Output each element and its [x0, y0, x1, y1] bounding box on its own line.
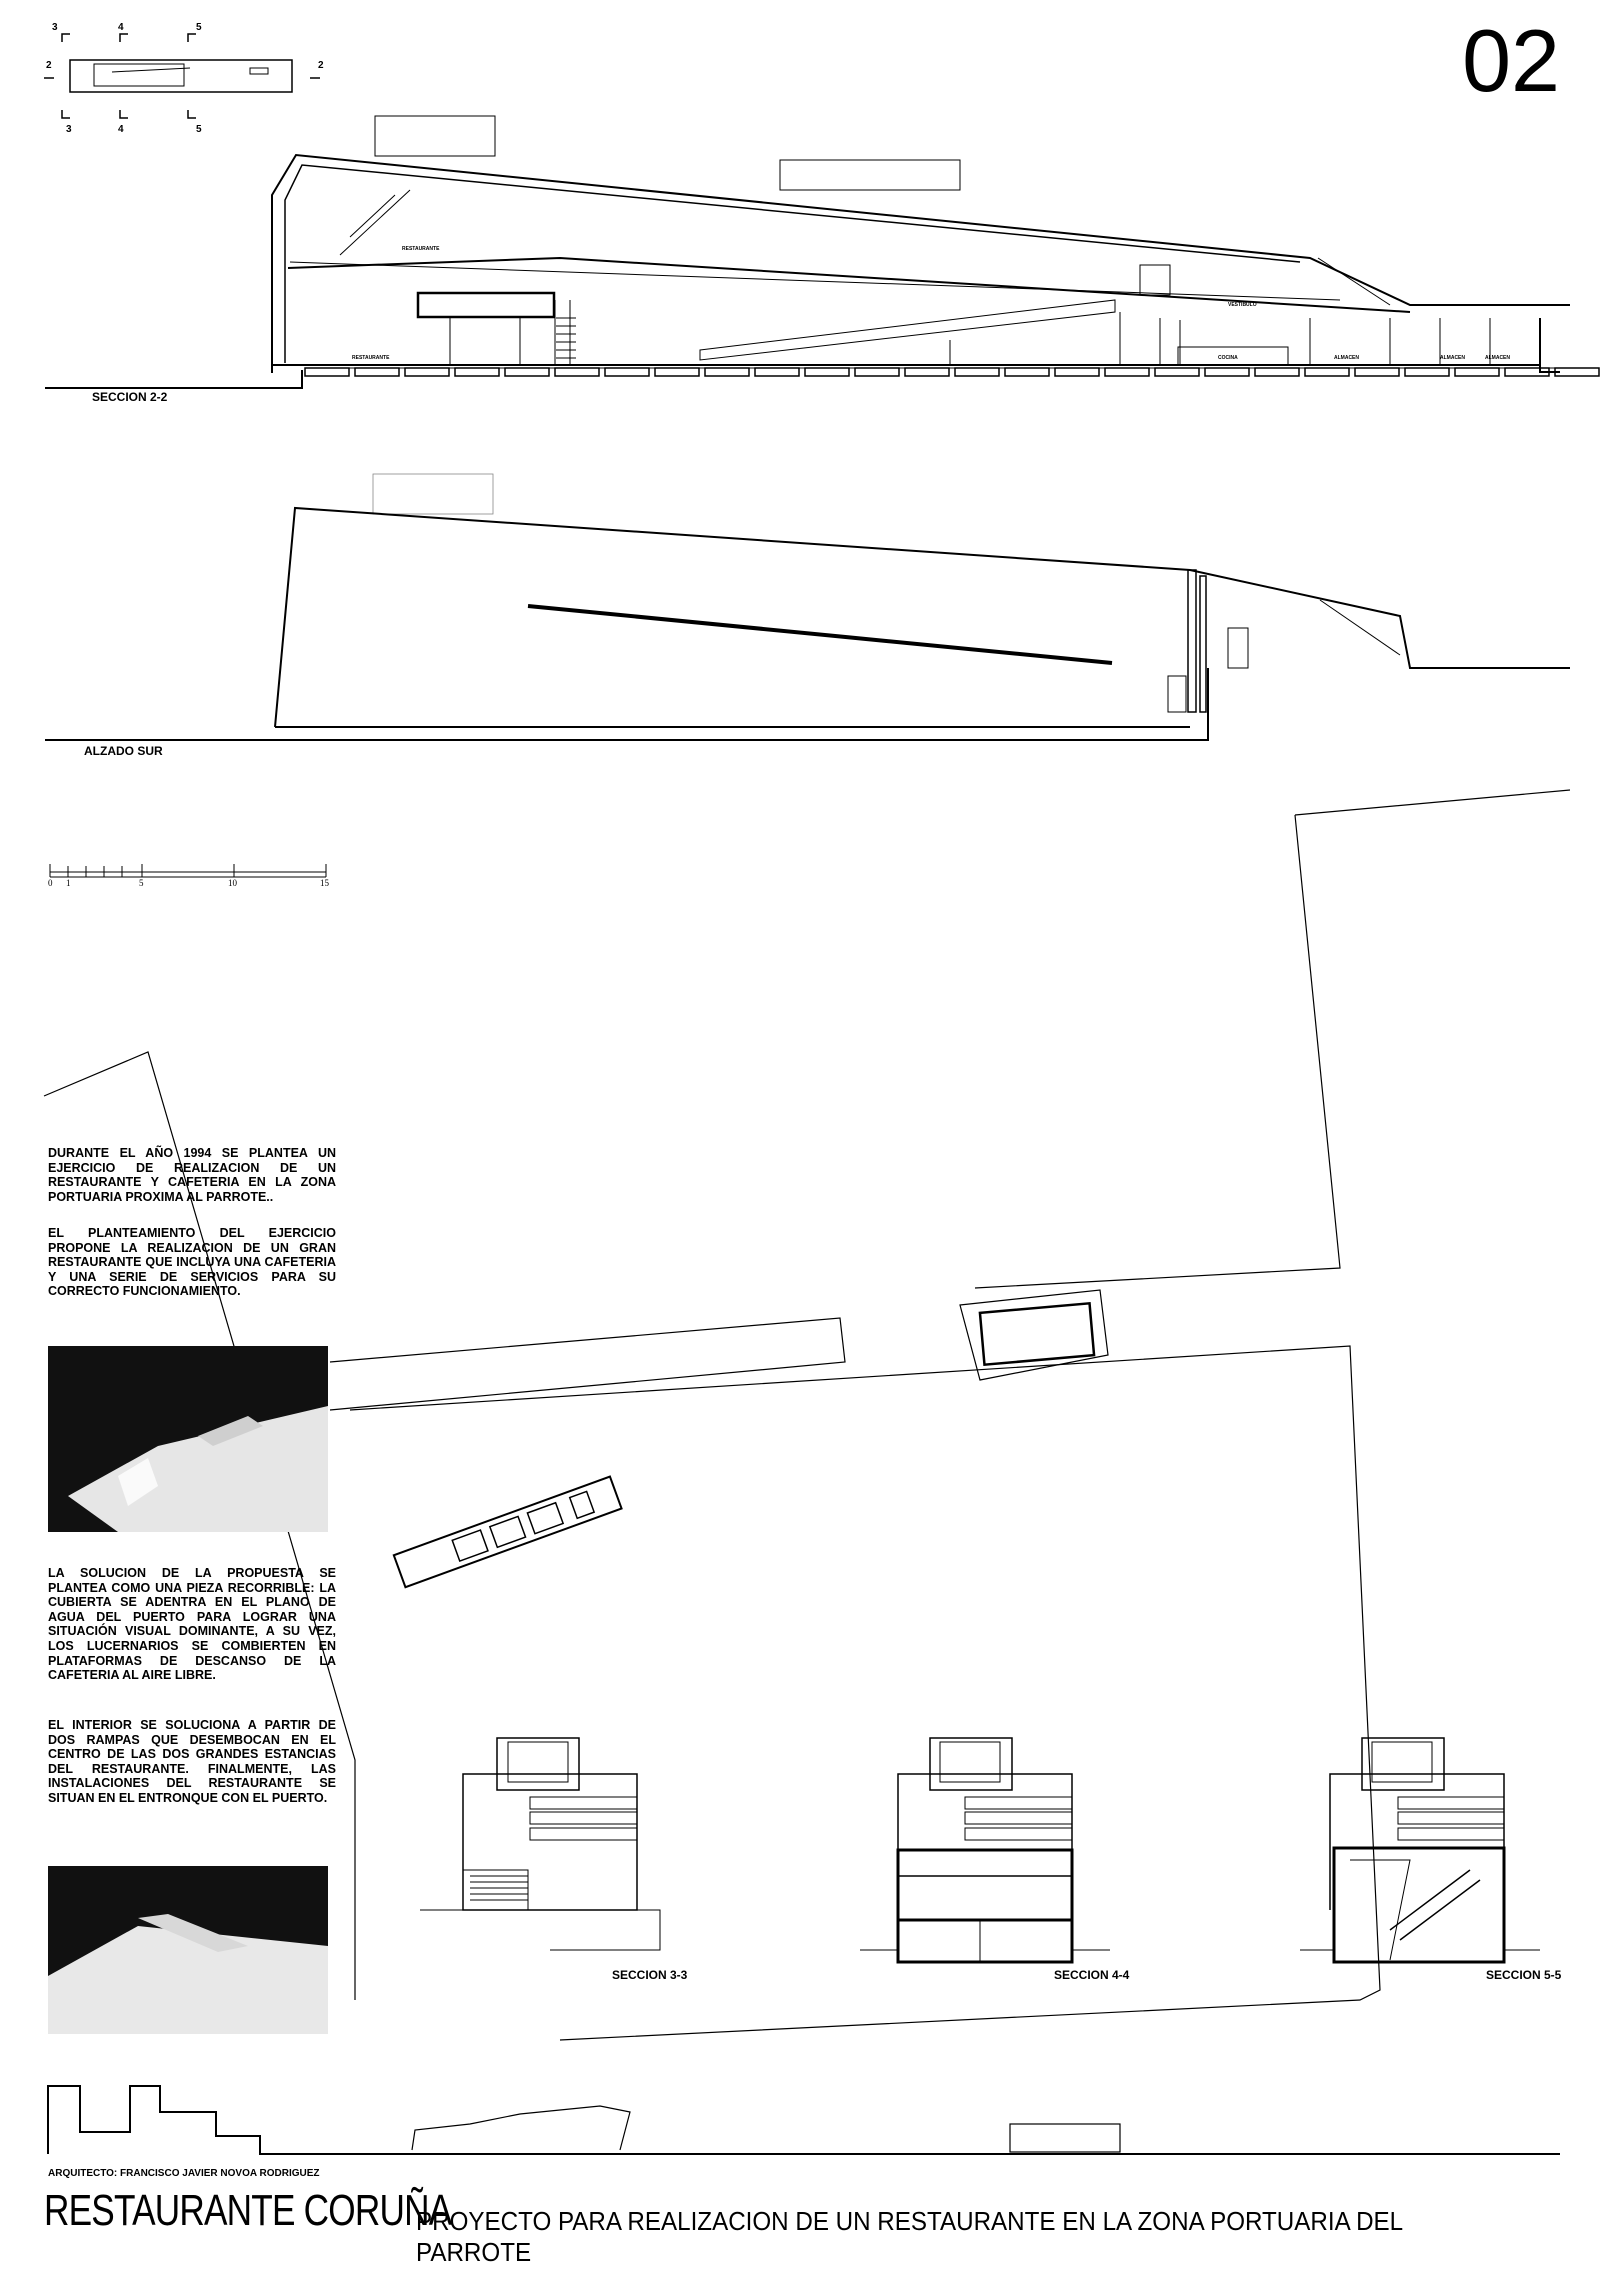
- sheet-number: 02: [1462, 11, 1560, 110]
- south-elevation-title: ALZADO SUR: [84, 744, 163, 758]
- room-label: ALMACEN: [1440, 355, 1465, 361]
- section-5-5-title: SECCION 5-5: [1486, 1968, 1562, 1982]
- pile: [705, 368, 749, 376]
- pile: [1005, 368, 1049, 376]
- key-label: 4: [118, 124, 124, 135]
- pile: [505, 368, 549, 376]
- model-photo: [48, 1346, 328, 1532]
- pile: [1105, 368, 1149, 376]
- section-2-2-title: SECCION 2-2: [92, 390, 168, 404]
- section-4-4-title: SECCION 4-4: [1054, 1968, 1130, 1982]
- key-label: 5: [196, 22, 202, 33]
- section-2-2-drawing: [45, 116, 1600, 388]
- scale-label: 10: [228, 878, 237, 888]
- description-paragraph: DURANTE EL AÑO 1994 SE PLANTEA UN EJERCICIO DE REALIZACION DE UN RESTAURANTE Y CAFETERIA EN LA ZONA PORTUARIA PROXIMA AL PARROTE..: [48, 1146, 336, 1204]
- pile: [955, 368, 999, 376]
- description-paragraph: EL INTERIOR SE SOLUCIONA A PARTIR DE DOS RAMPAS QUE DESEMBOCAN EN EL CENTRO DE LAS DOS GRANDES ESTANCIAS DEL RESTAURANTE. FINALMENTE, LAS INSTALACIONES DEL RESTAURANTE SE SITUAN EN EL ENTRONQUE CON EL PUERTO.: [48, 1718, 336, 1805]
- pile: [1305, 368, 1349, 376]
- key-plan: [44, 34, 320, 118]
- section-4-4-drawing: [860, 1738, 1110, 1962]
- room-label: ALMACEN: [1485, 355, 1510, 361]
- pile: [905, 368, 949, 376]
- pile: [755, 368, 799, 376]
- scale-label: 1: [66, 878, 71, 888]
- scale-label: 15: [320, 878, 329, 888]
- pile: [1155, 368, 1199, 376]
- scale-bar-graphic: [50, 864, 326, 877]
- section-3-3-title: SECCION 3-3: [612, 1968, 688, 1982]
- room-label: ALMACEN: [1334, 355, 1359, 361]
- section-3-3-drawing: [420, 1738, 660, 1950]
- pile: [1405, 368, 1449, 376]
- pile: [355, 368, 399, 376]
- pile: [1555, 368, 1599, 376]
- bottom-elevation-drawing: [48, 2086, 1560, 2154]
- pile: [1255, 368, 1299, 376]
- key-label: 3: [52, 22, 58, 33]
- section-5-5-drawing: [1300, 1738, 1540, 1962]
- model-photo: [48, 1866, 328, 2034]
- description-paragraph: EL PLANTEAMIENTO DEL EJERCICIO PROPONE LA REALIZACION DE UN GRAN RESTAURANTE QUE INCLUYA UNA CAFETERIA Y UNA SERIE DE SERVICIOS PARA SU CORRECTO FUNCIONAMIENTO.: [48, 1226, 336, 1299]
- pile: [1205, 368, 1249, 376]
- scale-label: 0: [48, 878, 53, 888]
- key-label: 3: [66, 124, 72, 135]
- room-label: COCINA: [1218, 355, 1238, 361]
- room-label: RESTAURANTE: [352, 355, 390, 361]
- pile: [1355, 368, 1399, 376]
- key-label: 2: [46, 60, 52, 71]
- architect-credit: ARQUITECTO: FRANCISCO JAVIER NOVOA RODRIGUEZ: [48, 2168, 320, 2179]
- project-subtitle: PROYECTO PARA REALIZACION DE UN RESTAURANTE EN LA ZONA PORTUARIA DEL PARROTE: [416, 2206, 1403, 2267]
- south-elevation-drawing: [45, 474, 1570, 740]
- pile: [805, 368, 849, 376]
- pile: [655, 368, 699, 376]
- pile: [555, 368, 599, 376]
- pile: [455, 368, 499, 376]
- pile: [1055, 368, 1099, 376]
- project-title: RESTAURANTE CORUÑA: [44, 2186, 452, 2235]
- room-label: VESTIBULO: [1228, 302, 1257, 308]
- pile: [855, 368, 899, 376]
- pile: [1455, 368, 1499, 376]
- room-label: RESTAURANTE: [402, 246, 440, 252]
- pile: [605, 368, 649, 376]
- pile: [405, 368, 449, 376]
- key-label: 5: [196, 124, 202, 135]
- key-label: 2: [318, 60, 324, 71]
- pile: [305, 368, 349, 376]
- description-paragraph: LA SOLUCION DE LA PROPUESTA SE PLANTEA COMO UNA PIEZA RECORRIBLE: LA CUBIERTA SE ADENTRA EN EL PLANO DE AGUA DEL PUERTO PARA LOGRAR UNA SITUACIÓN VISUAL DOMINANTE, A SU VEZ, LOS LUCERNARIOS SE COMBIERTEN EN PLATAFORMAS DE DESCANSO DE LA CAFETERIA AL AIRE LIBRE.: [48, 1566, 336, 1683]
- key-label: 4: [118, 22, 124, 33]
- scale-label: 5: [139, 878, 144, 888]
